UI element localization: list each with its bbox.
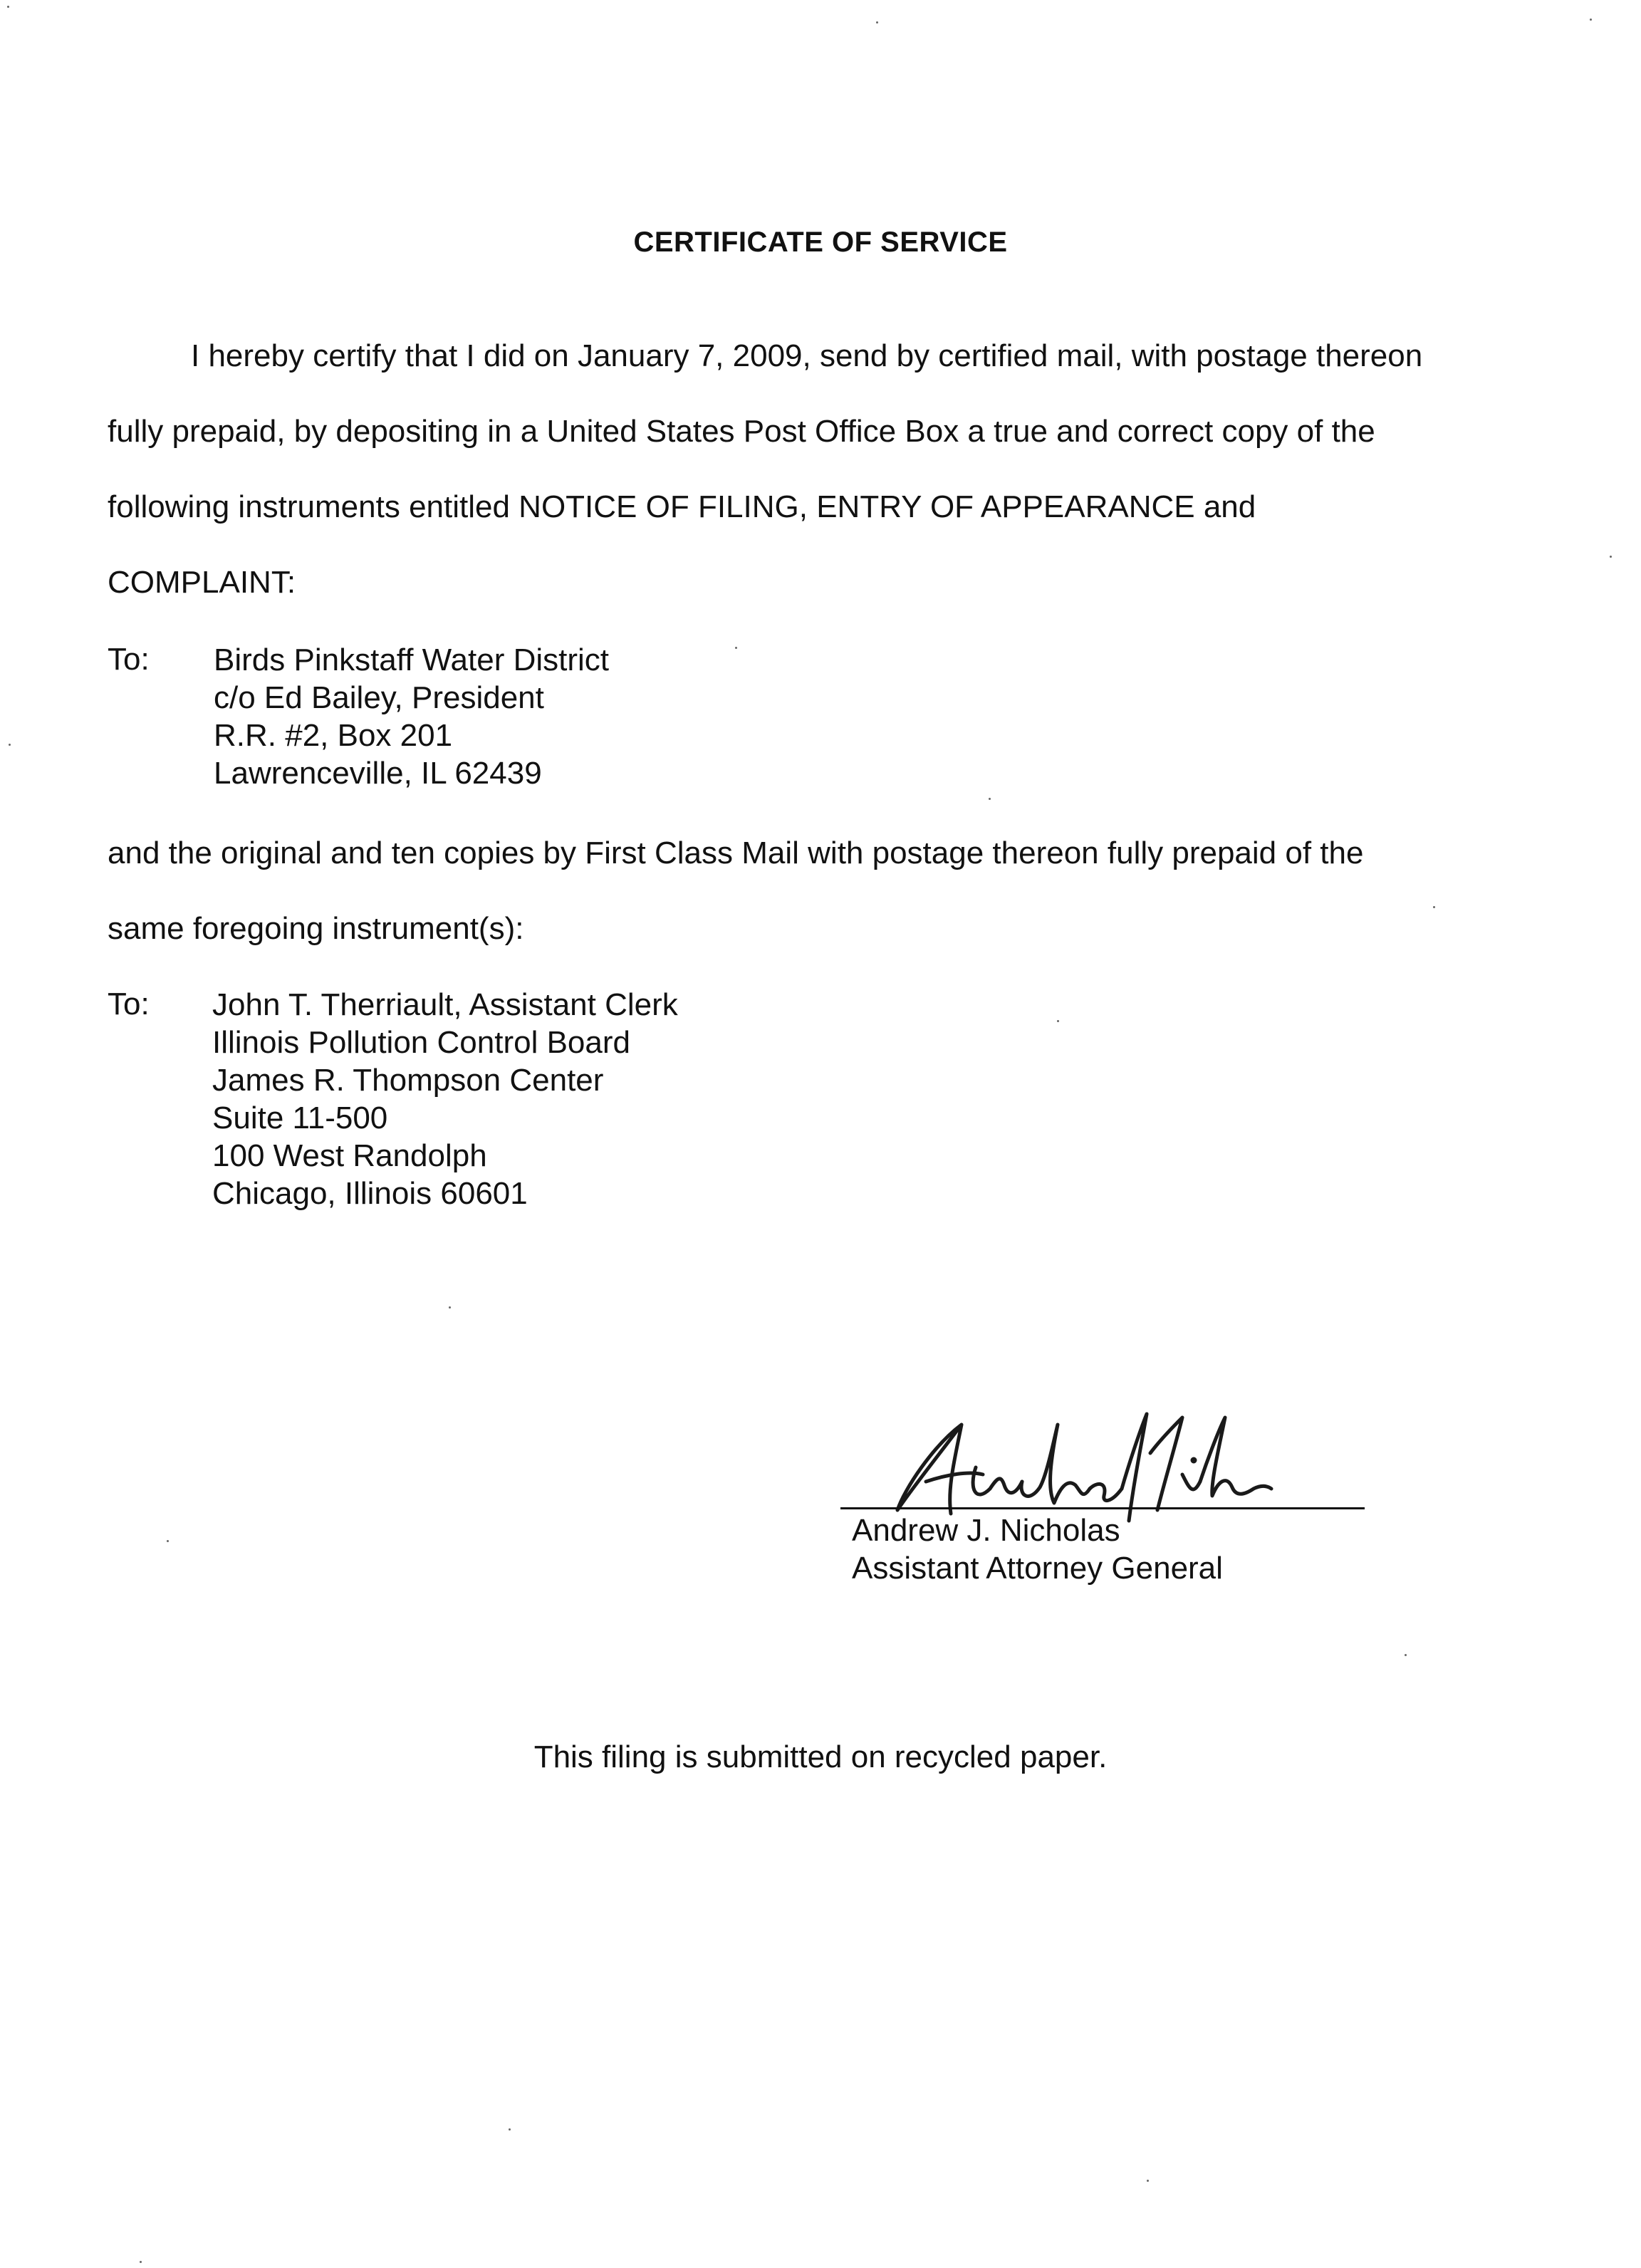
recipient2-line-1: John T. Therriault, Assistant Clerk xyxy=(212,987,678,1022)
scan-speck xyxy=(449,1306,451,1309)
scan-speck xyxy=(876,21,878,24)
signer-title: Assistant Attorney General xyxy=(852,1551,1223,1586)
scan-speck xyxy=(989,798,991,800)
paragraph2-line-2: same foregoing instrument(s): xyxy=(108,911,524,946)
scan-speck xyxy=(1057,1020,1059,1022)
signature-image xyxy=(876,1396,1275,1524)
paragraph1-line-1: I hereby certify that I did on January 7, 2009, send by certified mail, with postage thereon xyxy=(191,338,1423,373)
recipient1-label: To: xyxy=(108,642,150,677)
document-title: CERTIFICATE OF SERVICE xyxy=(633,227,1008,258)
scan-speck xyxy=(9,744,11,746)
recipient2-line-2: Illinois Pollution Control Board xyxy=(212,1025,630,1060)
scan-speck xyxy=(140,2261,142,2263)
recipient2-line-6: Chicago, Illinois 60601 xyxy=(212,1176,528,1211)
scan-speck xyxy=(1405,1654,1407,1656)
recipient1-line-2: c/o Ed Bailey, President xyxy=(214,680,544,715)
scan-speck xyxy=(7,6,9,8)
paragraph1-line-2: fully prepaid, by depositing in a United States Post Office Box a true and correct copy of the xyxy=(108,414,1375,449)
recipient2-line-3: James R. Thompson Center xyxy=(212,1063,604,1098)
scan-speck xyxy=(1590,19,1592,21)
signer-block xyxy=(852,1512,1223,1587)
recipient1-line-3: R.R. #2, Box 201 xyxy=(214,718,453,753)
scan-speck xyxy=(167,1540,169,1542)
recipient2-address xyxy=(212,986,678,1212)
scan-speck xyxy=(1433,906,1435,908)
scan-speck xyxy=(509,2128,511,2131)
signature-line xyxy=(840,1507,1365,1509)
recipient1-line-4: Lawrenceville, IL 62439 xyxy=(214,756,542,791)
recipient2-label: To: xyxy=(108,987,150,1021)
paragraph1-line-4: COMPLAINT: xyxy=(108,565,296,600)
paragraph1-line-3: following instruments entitled NOTICE OF FILING, ENTRY OF APPEARANCE and xyxy=(108,489,1256,524)
signer-name: Andrew J. Nicholas xyxy=(852,1513,1120,1548)
recipient2-line-5: 100 West Randolph xyxy=(212,1138,487,1173)
recipient1-line-1: Birds Pinkstaff Water District xyxy=(214,643,610,677)
scan-speck xyxy=(1610,556,1612,558)
recipient2-line-4: Suite 11-500 xyxy=(212,1101,388,1135)
footer-note: This filing is submitted on recycled paper. xyxy=(533,1739,1108,1774)
scan-speck xyxy=(735,647,737,649)
scan-speck xyxy=(1147,2180,1149,2182)
paragraph2-line-1: and the original and ten copies by First Class Mail with postage thereon fully prepaid of the xyxy=(108,836,1364,870)
recipient1-address xyxy=(214,641,609,792)
